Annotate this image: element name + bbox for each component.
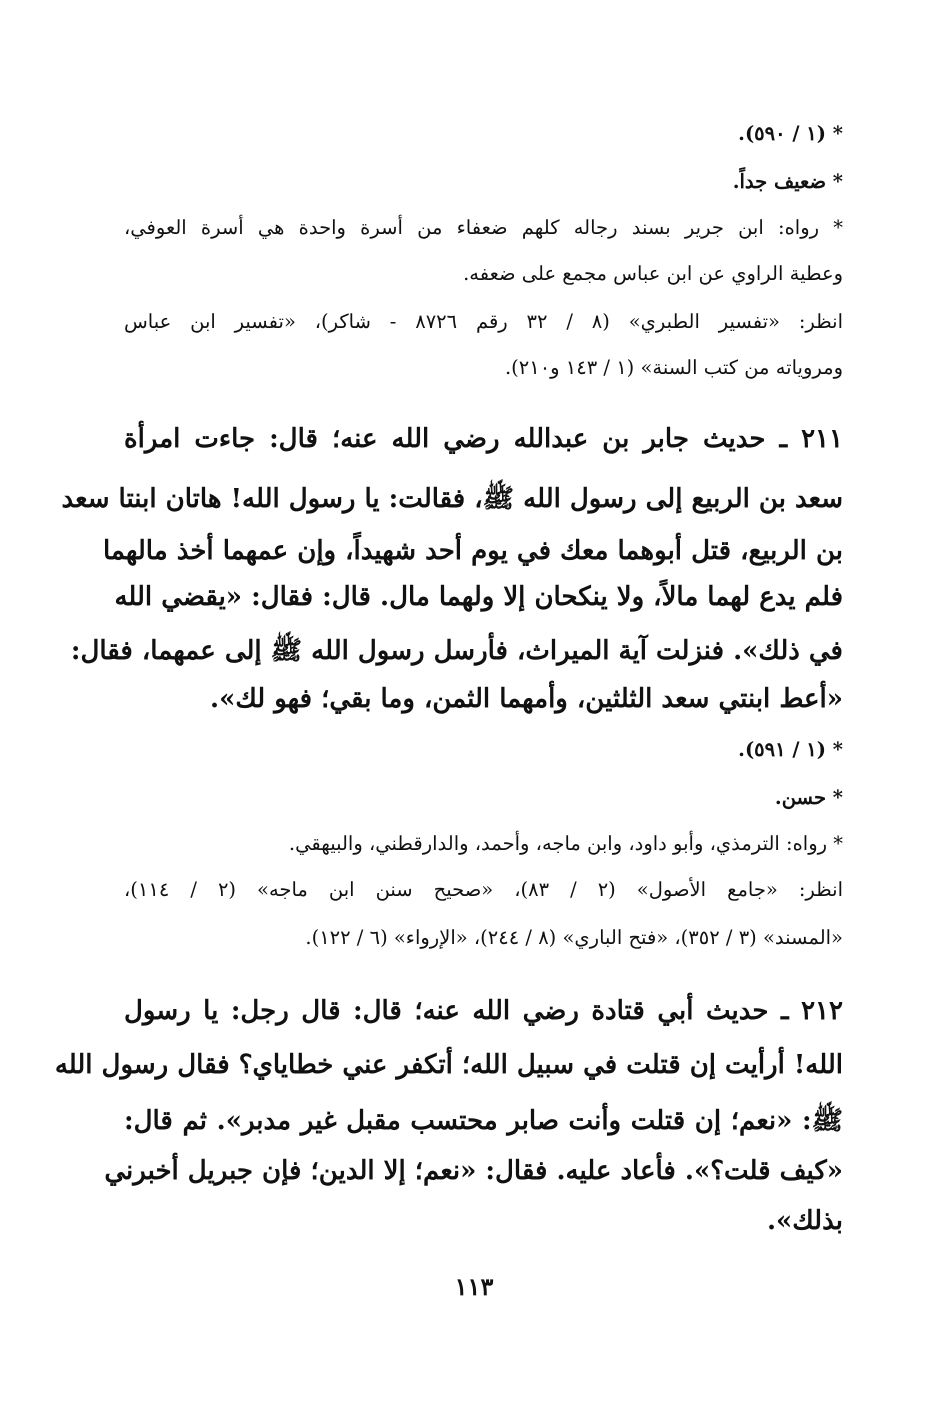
hadith-text-line: ٢١١ ـ حديث جابر بن عبدالله رضي الله عنه؛ قال: جاءت امرأة	[124, 424, 843, 454]
narration-line: * رواه: الترمذي، وأبو داود، وابن ماجه، وأحمد، والدارقطني، والبيهقي.	[288, 832, 843, 855]
hadith-text-line: ٢١٢ ـ حديث أبي قتادة رضي الله عنه؛ قال: قال رجل: يا رسول	[124, 996, 843, 1026]
grade-line: * حسن.	[774, 786, 843, 809]
hadith-text-line: بذلك».	[766, 1206, 843, 1236]
hadith-text-line: بن الربيع، قتل أبوهما معك في يوم أحد شهيداً، وإن عمهما أخذ مالهما	[102, 536, 843, 566]
hadith-text-line: في ذلك». فنزلت آية الميراث، فأرسل رسول الله ﷺ إلى عمهما، فقال:	[70, 636, 843, 666]
see-also-line: «المسند» (٣ / ٣٥٢)، «فتح الباري» (٨ / ٢٤٤)، «الإرواء» (٦ / ١٢٢).	[305, 926, 843, 949]
reference-line: * (١ / ٥٩٠).	[738, 122, 843, 145]
hadith-text-line: «كيف قلت؟». فأعاد عليه. فقال: «نعم؛ إلا الدين؛ فإن جبريل أخبرني	[104, 1156, 843, 1186]
page-number: ١١٣	[454, 1272, 494, 1301]
narration-line: وعطية الراوي عن ابن عباس مجمع على ضعفه.	[463, 262, 843, 285]
grade-line: * ضعيف جداً.	[732, 170, 843, 193]
see-also-line: انظر: «تفسير الطبري» (٨ / ٣٢ رقم ٨٧٢٦ - شاكر)، «تفسير ابن عباس	[124, 310, 844, 333]
narration-line: * رواه: ابن جرير بسند رجاله كلهم ضعفاء من أسرة واحدة هي أسرة العوفي،	[124, 216, 843, 239]
hadith-text-line: ﷺ: «نعم؛ إن قتلت وأنت صابر محتسب مقبل غير مدبر». ثم قال:	[124, 1106, 843, 1136]
hadith-text-line: الله! أرأيت إن قتلت في سبيل الله؛ أتكفر عني خطاياي؟ فقال رسول الله	[54, 1050, 843, 1080]
reference-line: * (١ / ٥٩١).	[738, 738, 843, 761]
see-also-line: ومروياته من كتب السنة» (١ / ١٤٣ و٢١٠).	[504, 356, 843, 379]
hadith-text-line: سعد بن الربيع إلى رسول الله ﷺ، فقالت: يا رسول الله! هاتان ابنتا سعد	[61, 484, 843, 514]
see-also-line: انظر: «جامع الأصول» (٢ / ٨٣)، «صحيح سنن ابن ماجه» (٢ / ١١٤)،	[124, 878, 844, 901]
hadith-text-line: فلم يدع لهما مالاً، ولا ينكحان إلا ولهما مال. قال: فقال: «يقضي الله	[114, 582, 843, 612]
hadith-text-line: «أعط ابنتي سعد الثلثين، وأمهما الثمن، وما بقي؛ فهو لك».	[210, 684, 843, 714]
